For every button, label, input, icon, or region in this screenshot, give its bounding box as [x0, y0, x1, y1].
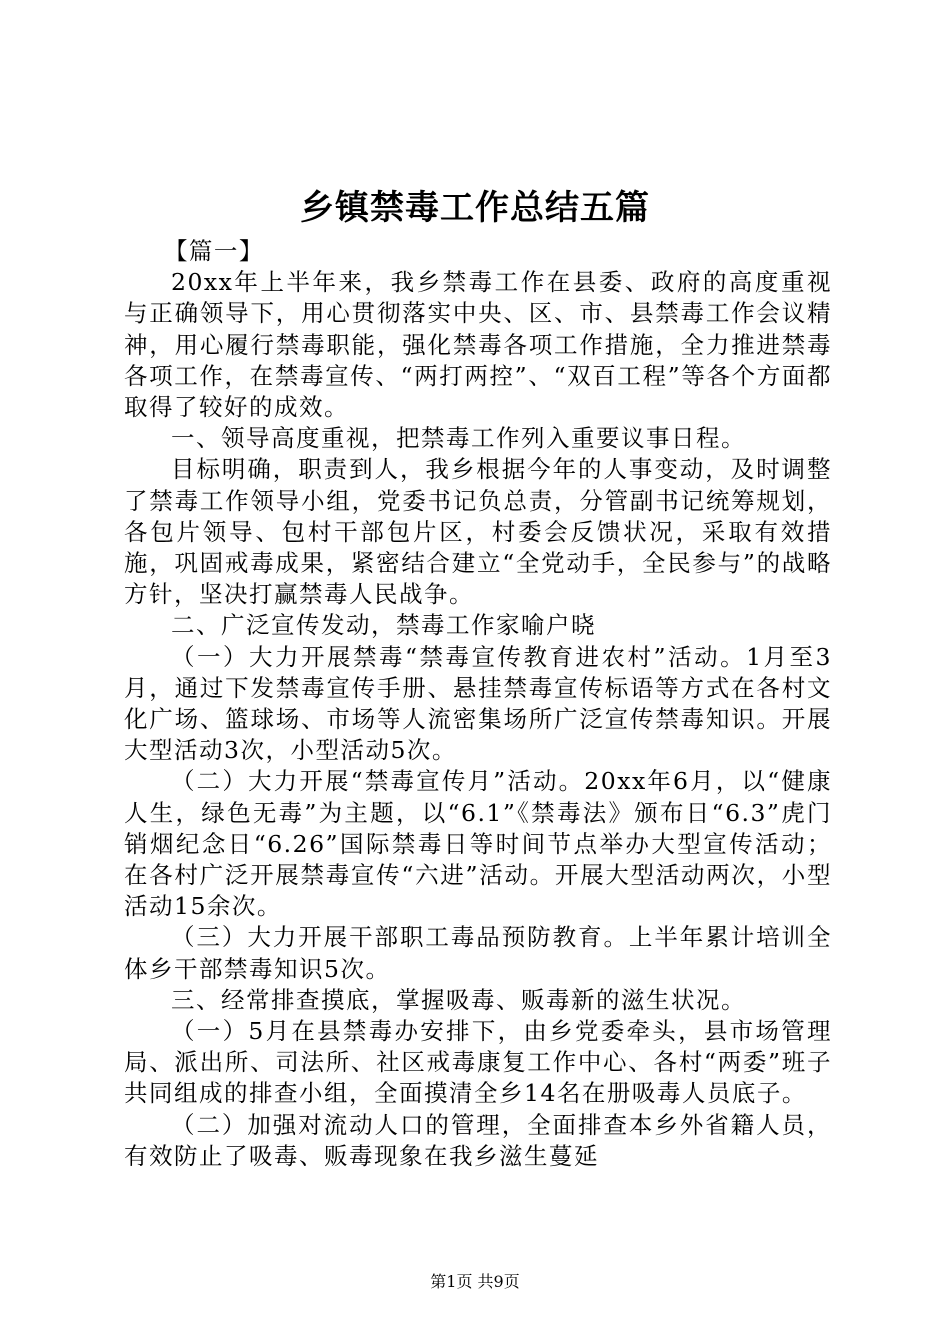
paragraph-2-3: （三）大力开展干部职工毒品预防教育。上半年累计培训全体乡干部禁毒知识5次。 — [124, 923, 832, 983]
heading-1: 一、领导高度重视，把禁毒工作列入重要议事日程。 — [171, 424, 746, 453]
heading-2: 二、广泛宣传发动，禁毒工作家喻户晓 — [171, 611, 596, 640]
section-label: 【篇一】 — [163, 237, 264, 265]
paragraph-2-2: （二）大力开展“禁毒宣传月”活动。20xx年6月，以“健康人生，绿色无毒”为主题，以“6.1”《禁毒法》颁布日“6.3”虎门销烟纪念日“6.26”国际禁毒日等时间节点举办大型宣传活动；在各村广泛开展禁毒宣传“六进”活动。开展大型活动两次，小型活动15余次。 — [124, 767, 832, 921]
paragraph-2-1: （一）大力开展禁毒“禁毒宣传教育进农村”活动。1月至3月，通过下发禁毒宣传手册、悬挂禁毒宣传标语等方式在各村文化广场、篮球场、市场等人流密集场所广泛宣传禁毒知识。开展大型活动3次，小型活动5次。 — [124, 642, 832, 765]
document-title: 乡镇禁毒工作总结五篇 — [300, 188, 650, 228]
document-body — [124, 236, 832, 1172]
paragraph-3-1: （一）5月在县禁毒办安排下，由乡党委牵头，县市场管理局、派出所、司法所、社区戒毒康复工作中心、各村“两委”班子共同组成的排查小组，全面摸清全乡14名在册吸毒人员底子。 — [124, 1017, 832, 1108]
page-footer: 第1页 共9页 — [430, 1272, 520, 1291]
paragraph-intro: 20xx年上半年来，我乡禁毒工作在县委、政府的高度重视与正确领导下，用心贯彻落实中央、区、市、县禁毒工作会议精神，用心履行禁毒职能，强化禁毒各项工作措施，全力推进禁毒各项工作，在禁毒宣传、“两打两控”、“双百工程”等各个方面都取得了较好的成效。 — [124, 268, 832, 422]
paragraph-3-2: （二）加强对流动人口的管理，全面排查本乡外省籍人员，有效防止了吸毒、贩毒现象在我乡滋生蔓延 — [124, 1110, 832, 1170]
heading-3: 三、经常排查摸底，掌握吸毒、贩毒新的滋生状况。 — [171, 985, 746, 1014]
paragraph-1: 目标明确，职责到人，我乡根据今年的人事变动，及时调整了禁毒工作领导小组，党委书记负总责，分管副书记统筹规划，各包片领导、包村干部包片区，村委会反馈状况，采取有效措施，巩固戒毒成果，紧密结合建立“全党动手，全民参与”的战略方针，坚决打赢禁毒人民战争。 — [124, 455, 832, 609]
